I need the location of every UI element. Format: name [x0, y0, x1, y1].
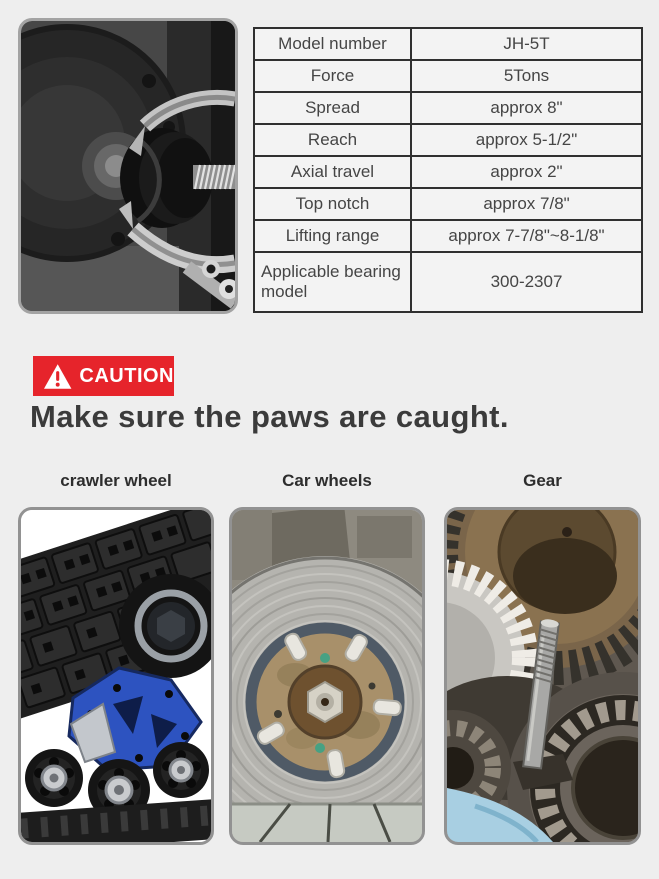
example-label-crawler-wheel: crawler wheel [60, 471, 172, 490]
spec-label: Lifting range [254, 220, 411, 252]
example-label-gear: Gear [523, 471, 562, 490]
spec-value: approx 7-7/8"~8-1/8" [411, 220, 642, 252]
table-row [254, 60, 642, 92]
spec-label: Spread [254, 92, 411, 124]
car-brake-hub-illustration [232, 510, 422, 842]
table-row [254, 156, 642, 188]
table-row [254, 28, 642, 60]
spec-label: Force [254, 60, 411, 92]
caution-label: CAUTION [79, 364, 174, 387]
spec-label: Reach [254, 124, 411, 156]
spec-label: Axial travel [254, 156, 411, 188]
crawler-wheel-illustration [21, 510, 211, 842]
gear-and-bearing-illustration [447, 510, 638, 842]
table-row [254, 92, 642, 124]
crawler-wheel-photo [18, 507, 214, 845]
spec-value: approx 7/8" [411, 188, 642, 220]
spec-value: approx 5-1/2" [411, 124, 642, 156]
spec-value: 300-2307 [411, 252, 642, 312]
page-title: Make sure the paws are caught. [30, 399, 509, 434]
table-row [254, 124, 642, 156]
table-row [254, 252, 642, 312]
spec-value: JH-5T [411, 28, 642, 60]
spec-value: approx 8" [411, 92, 642, 124]
caution-badge [33, 356, 174, 396]
table-row [254, 220, 642, 252]
spec-label: Model number [254, 28, 411, 60]
spec-table [253, 27, 643, 313]
warning-triangle-icon [43, 363, 72, 390]
spec-label: Applicable bearing model [254, 252, 411, 312]
gear-and-bearing-photo [444, 507, 641, 845]
gear-puller-photo [18, 18, 238, 314]
example-label-car-wheels: Car wheels [282, 471, 372, 490]
spec-label: Top notch [254, 188, 411, 220]
car-brake-hub-photo [229, 507, 425, 845]
gear-puller-illustration [21, 21, 235, 311]
spec-value: approx 2" [411, 156, 642, 188]
table-row [254, 188, 642, 220]
spec-value: 5Tons [411, 60, 642, 92]
